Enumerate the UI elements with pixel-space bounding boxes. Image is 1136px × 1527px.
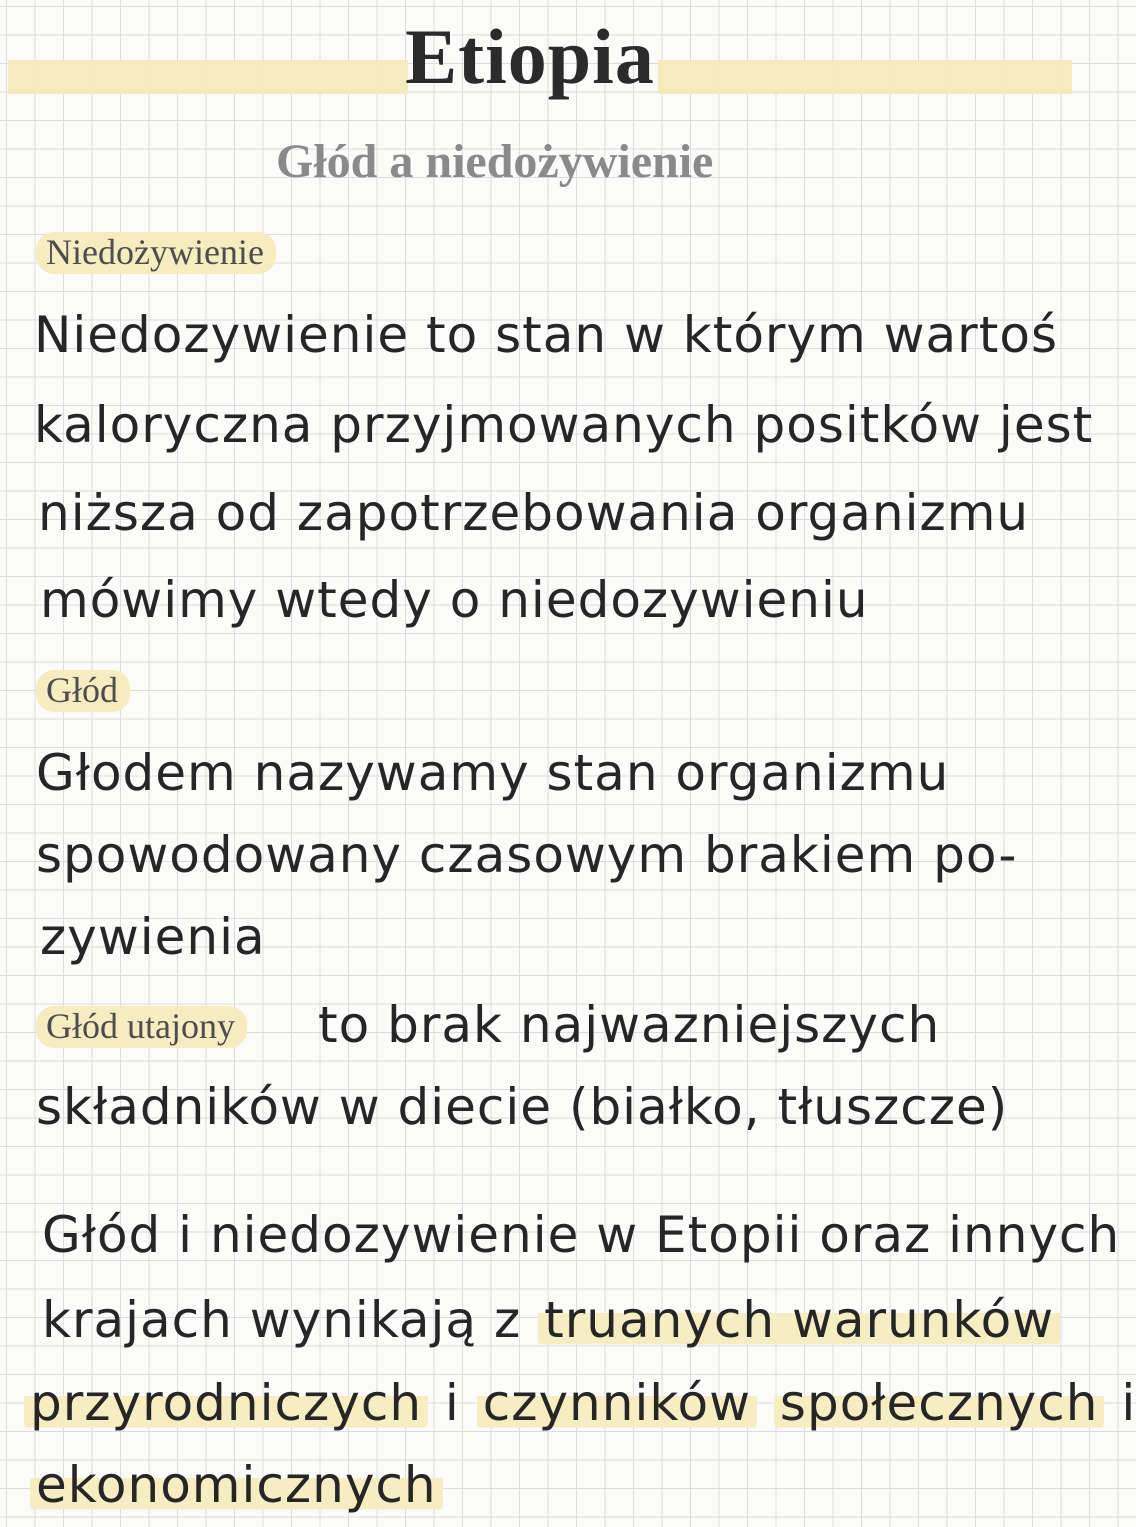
summary-line-3-highlight-3: społecznych	[774, 1374, 1105, 1432]
summary-line-2	[42, 1291, 1060, 1349]
glod-utajony-line-2: składników w diecie (białko, tłuszcze)	[36, 1078, 1009, 1136]
niedozywienie-line-2: kaloryczna przyjmowanych positków jest	[34, 396, 1094, 454]
summary-line-1: Głód i niedozywienie w Etopii oraz innych	[42, 1206, 1121, 1264]
niedozywienie-line-1: Niedozywienie to stan w którym wartoś	[34, 306, 1058, 364]
summary-line-2-text: krajach wynikają z	[42, 1291, 522, 1349]
summary-line-3-highlight-1: przyrodniczych	[24, 1374, 428, 1432]
glod-line-2: spowodowany czasowym brakiem po-	[36, 826, 1018, 884]
summary-line-3-highlight-2: czynników	[477, 1374, 757, 1432]
summary-line-2-highlight: truanych warunków	[538, 1291, 1060, 1349]
page-subtitle: Głód a niedożywienie	[276, 135, 714, 188]
glod-line-3: zywienia	[40, 908, 266, 966]
niedozywienie-line-4: mówimy wtedy o niedozywieniu	[40, 571, 869, 629]
section-label-glod-utajony: Głód utajony	[36, 1006, 247, 1048]
summary-line-4	[30, 1456, 443, 1514]
glod-line-1: Głodem nazywamy stan organizmu	[36, 744, 950, 802]
summary-line-4-highlight: ekonomicznych	[30, 1456, 443, 1514]
glod-utajony-line-1: to brak najwazniejszych	[318, 996, 941, 1054]
summary-line-3-conj: i	[444, 1374, 460, 1432]
page-title: Etiopia	[405, 13, 655, 100]
summary-line-3-end: i	[1121, 1374, 1136, 1432]
niedozywienie-line-3: niższa od zapotrzebowania organizmu	[38, 484, 1030, 542]
summary-line-3	[24, 1374, 1136, 1432]
section-label-glod: Głód	[36, 670, 130, 712]
section-label-niedozywienie: Niedożywienie	[36, 232, 276, 274]
